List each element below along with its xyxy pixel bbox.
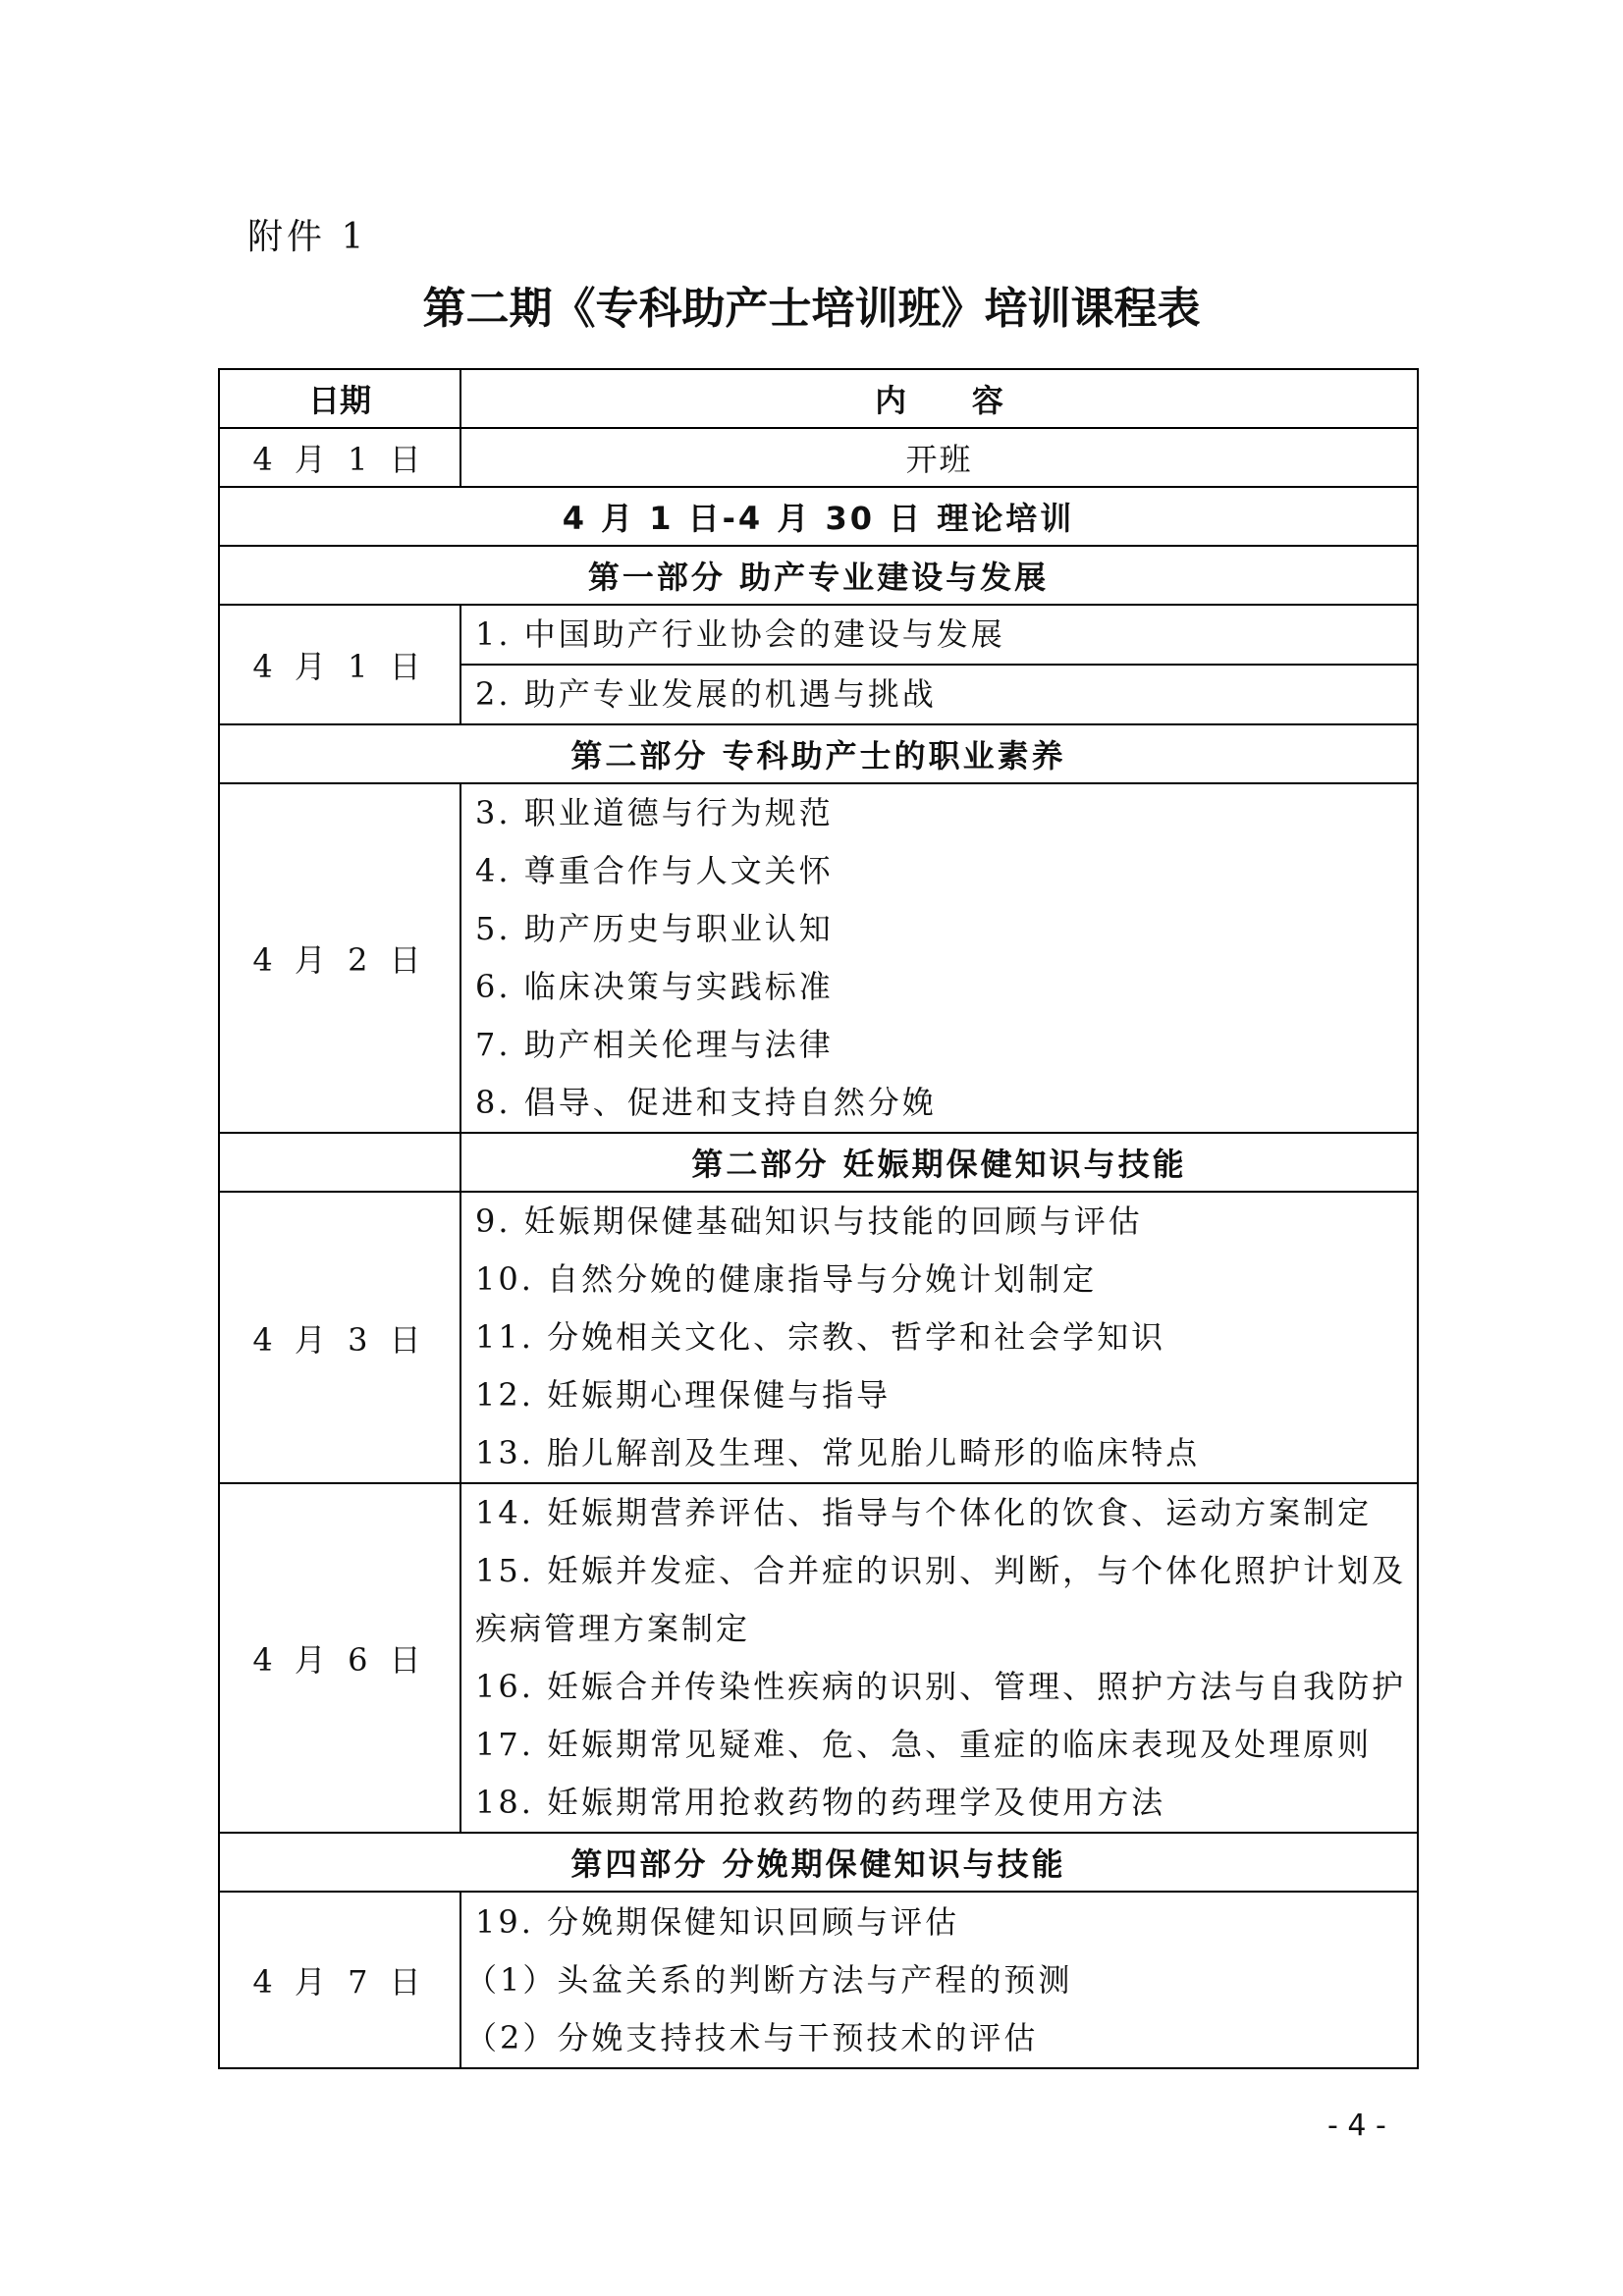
list-item: 17. 妊娠期常见疑难、危、急、重症的临床表现及处理原则	[475, 1726, 1373, 1763]
table-row-period	[219, 487, 1418, 546]
table-row-opening	[219, 428, 1418, 487]
section-row	[219, 546, 1418, 605]
table-row	[219, 783, 1418, 1133]
section-row	[219, 724, 1418, 783]
section-title: 第一部分 助产专业建设与发展	[219, 546, 1418, 605]
list-item: 4. 尊重合作与人文关怀	[475, 852, 834, 889]
list-item: 5. 助产历史与职业认知	[475, 910, 834, 947]
list-item: 15. 妊娠并发症、合并症的识别、判断，与个体化照护计划及疾病管理方案制定	[475, 1552, 1407, 1647]
header-date: 日期	[219, 369, 460, 428]
list-item: 2. 助产专业发展的机遇与挑战	[475, 675, 937, 713]
list-item: 19. 分娩期保健知识回顾与评估	[475, 1902, 960, 1941]
session-items	[460, 1192, 1418, 1483]
page-title: 第二期《专科助产士培训班》培训课程表	[422, 284, 1201, 334]
list-item: 1. 中国助产行业协会的建设与发展	[461, 606, 1417, 666]
session-date: 4 月 3 日	[219, 1192, 460, 1483]
section-title: 第四部分 分娩期保健知识与技能	[219, 1833, 1418, 1892]
section-row	[219, 1833, 1418, 1892]
session-items	[460, 605, 1418, 724]
list-item: 11. 分娩相关文化、宗教、哲学和社会学知识	[475, 1318, 1166, 1356]
list-item: 7. 助产相关伦理与法律	[475, 1026, 834, 1063]
period-heading: 4 月 1 日-4 月 30 日 理论培训	[219, 487, 1418, 546]
list-item: 3. 职业道德与行为规范	[475, 794, 834, 831]
session-date: 4 月 7 日	[219, 1892, 460, 2068]
table-row	[219, 1892, 1418, 2068]
list-item: 13. 胎儿解剖及生理、常见胎儿畸形的临床特点	[475, 1434, 1201, 1471]
annex-label: 附件 1	[247, 217, 368, 257]
opening-date: 4 月 1 日	[219, 428, 460, 487]
list-item: 16. 妊娠合并传染性疾病的识别、管理、照护方法与自我防护	[475, 1668, 1407, 1705]
session-items	[460, 1483, 1418, 1833]
session-date: 4 月 2 日	[219, 783, 460, 1133]
table-row	[219, 605, 1418, 724]
section-title: 第二部分 妊娠期保健知识与技能	[460, 1133, 1418, 1192]
section-title: 第二部分 专科助产士的职业素养	[219, 724, 1418, 783]
list-item: （1）头盆关系的判断方法与产程的预测	[465, 1960, 1073, 1999]
list-item: 12. 妊娠期心理保健与指导	[475, 1376, 892, 1414]
list-item: 18. 妊娠期常用抢救药物的药理学及使用方法	[475, 1784, 1166, 1821]
table-header-row	[219, 369, 1418, 428]
header-content	[460, 369, 1418, 428]
table-row	[219, 1483, 1418, 1833]
session-items	[460, 783, 1418, 1133]
session-items	[460, 1892, 1418, 2068]
section-date-empty	[219, 1133, 460, 1192]
schedule-table	[218, 368, 1419, 2069]
list-item: 10. 自然分娩的健康指导与分娩计划制定	[475, 1260, 1098, 1298]
header-content-label: 内 容	[875, 382, 1003, 419]
session-date: 4 月 1 日	[219, 605, 460, 724]
section-row	[219, 1133, 1418, 1192]
session-date: 4 月 6 日	[219, 1483, 460, 1833]
table-row	[219, 1192, 1418, 1483]
list-item: 8. 倡导、促进和支持自然分娩	[475, 1084, 937, 1121]
list-item: 9. 妊娠期保健基础知识与技能的回顾与评估	[475, 1202, 1143, 1240]
list-item: 14. 妊娠期营养评估、指导与个体化的饮食、运动方案制定	[475, 1494, 1373, 1531]
list-item: 6. 临床决策与实践标准	[475, 968, 834, 1005]
list-item: （2）分娩支持技术与干预技术的评估	[465, 2018, 1039, 2056]
opening-content: 开班	[460, 428, 1418, 487]
page-number: - 4 -	[1327, 2109, 1386, 2143]
